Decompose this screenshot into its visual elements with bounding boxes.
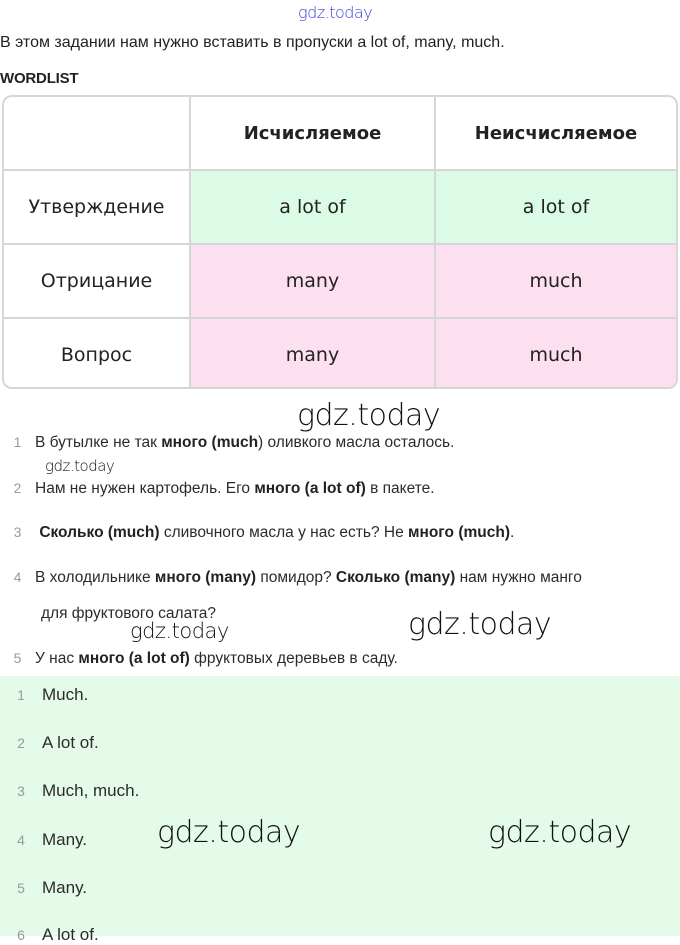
wordlist-title: WORDLIST <box>0 70 79 87</box>
exercise-item: 4 В холодильнике много (many) помидор? Сколько (many) нам нужно манго <box>13 569 582 586</box>
exercise-item: 2 Нам не нужен картофель. Его много (a lot of) в пакете. <box>13 480 435 497</box>
table-cell: a lot of <box>435 170 676 244</box>
intro-text: В этом задании нам нужно вставить в пропуски a lot of, many, much. <box>0 34 505 51</box>
answer-item: 3 Much, much. <box>17 781 140 800</box>
table-row-label: Отрицание <box>4 244 190 318</box>
table-header-empty <box>4 97 190 170</box>
watermark-top: gdz.today <box>298 3 373 22</box>
table-header-uncountable: Неисчисляемое <box>435 97 676 170</box>
watermark: gdz.today <box>157 815 301 850</box>
exercise-item: 3 Сколько (much) сливочного масла у нас есть? Не много (much). <box>13 524 515 541</box>
watermark: gdz.today <box>297 398 441 433</box>
watermark: gdz.today <box>408 607 552 642</box>
exercise-item-continuation: для фруктового салата? <box>41 605 217 622</box>
watermark: gdz.today <box>45 457 115 475</box>
watermark: gdz.today <box>488 815 632 850</box>
table-cell: many <box>190 244 435 318</box>
answer-item: 1 Much. <box>17 685 89 704</box>
answers-panel <box>0 676 680 944</box>
watermark: gdz.today <box>130 619 229 643</box>
table-row-label: Вопрос <box>4 318 190 389</box>
table-cell: much <box>435 318 676 389</box>
answer-item: 6 A lot of. <box>17 925 99 944</box>
table-row-label: Утверждение <box>4 170 190 244</box>
table-cell: much <box>435 244 676 318</box>
wordlist-table <box>2 95 678 389</box>
exercise-item: 5 У нас много (a lot of) фруктовых деревьев в саду. <box>13 650 398 667</box>
table-cell: a lot of <box>190 170 435 244</box>
answer-item: 5 Many. <box>17 878 88 897</box>
table-header-countable: Исчисляемое <box>190 97 435 170</box>
answer-item: 2 A lot of. <box>17 733 99 752</box>
exercise-item: 1 В бутылке не так много (much) оливкого масла осталось. <box>13 434 455 451</box>
table-cell: many <box>190 318 435 389</box>
answer-item: 4 Many. <box>17 830 88 849</box>
